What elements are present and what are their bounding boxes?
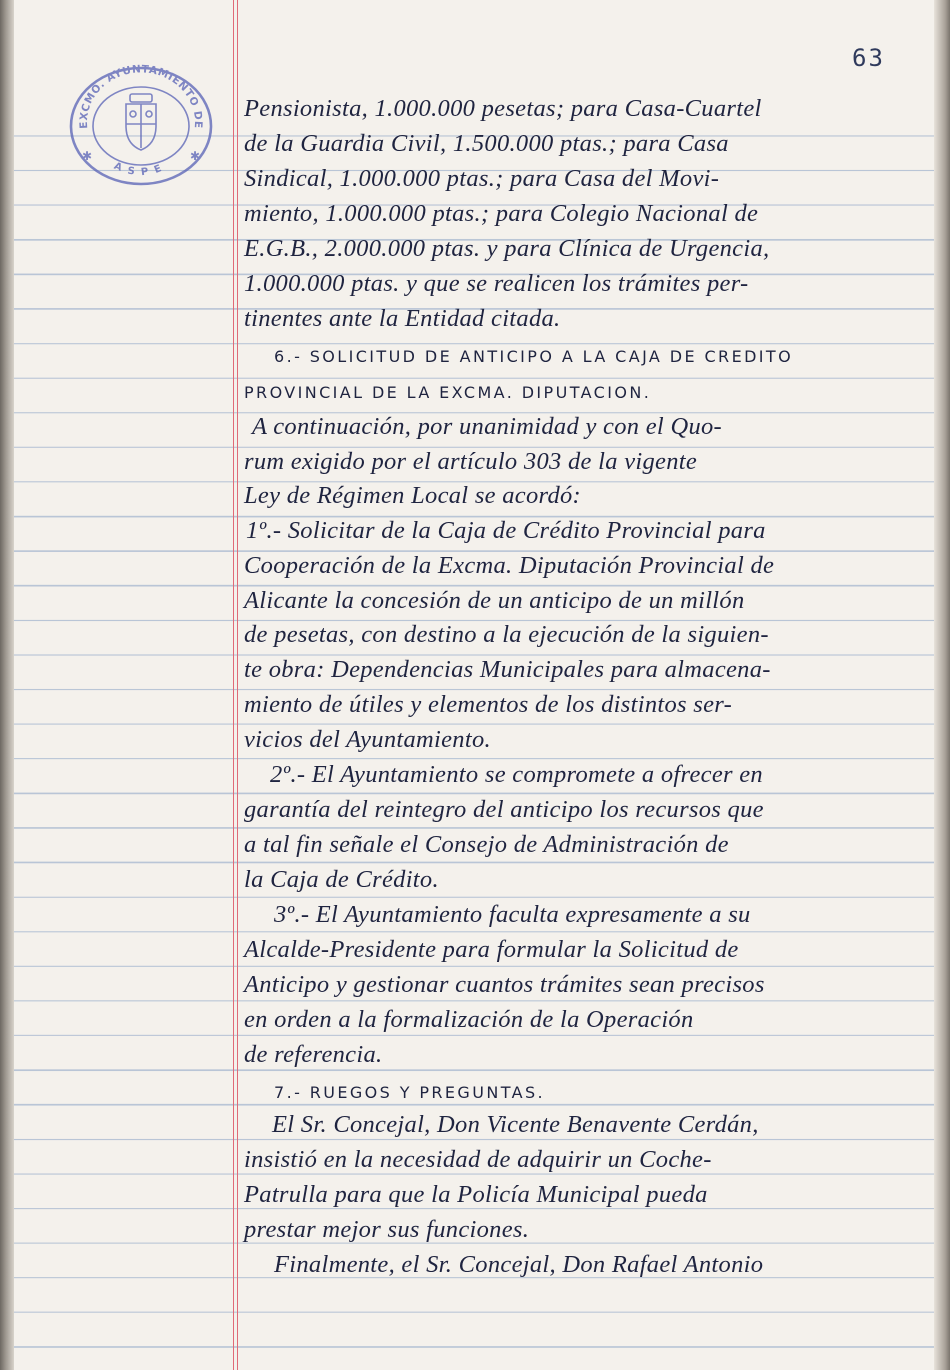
text-line: miento, 1.000.000 ptas.; para Colegio Nacional de	[244, 200, 759, 227]
coat-of-arms-icon	[126, 94, 156, 150]
text-line: insistió en la necesidad de adquirir un Coche-	[244, 1146, 712, 1173]
section-heading: 6.- SOLICITUD DE ANTICIPO A LA CAJA DE CREDITO	[274, 347, 794, 366]
page-number: 63	[852, 44, 885, 72]
text-line: tinentes ante la Entidad citada.	[244, 305, 561, 332]
page-binding-edge	[0, 0, 14, 1370]
text-line: vicios del Ayuntamiento.	[244, 726, 491, 753]
text-line: rum exigido por el artículo 303 de la vigente	[244, 448, 698, 475]
text-line: Patrulla para que la Policía Municipal pueda	[244, 1181, 708, 1208]
text-line: Ley de Régimen Local se acordó:	[244, 482, 582, 509]
text-line: 1º.- Solicitar de la Caja de Crédito Provincial para	[246, 517, 766, 544]
text-line: Alicante la concesión de un anticipo de un millón	[244, 587, 745, 614]
text-line: Sindical, 1.000.000 ptas.; para Casa del Movi-	[244, 165, 720, 192]
text-line: 2º.- El Ayuntamiento se compromete a ofrecer en	[270, 761, 763, 788]
svg-text:EXCMO. AYUNTAMIENTO DE: EXCMO. AYUNTAMIENTO DE	[77, 64, 205, 130]
text-line: A continuación, por unanimidad y con el Quo-	[252, 413, 723, 440]
text-line: Alcalde-Presidente para formular la Solicitud de	[244, 936, 739, 963]
margin-rule	[237, 0, 238, 1370]
text-line: miento de útiles y elementos de los distintos ser-	[244, 691, 733, 718]
text-line: Pensionista, 1.000.000 pesetas; para Casa-Cuartel	[244, 95, 762, 122]
text-line: El Sr. Concejal, Don Vicente Benavente Cerdán,	[272, 1111, 759, 1138]
text-line: la Caja de Crédito.	[244, 866, 439, 893]
svg-text:ASPE: ASPE	[112, 160, 170, 179]
text-line: 3º.- El Ayuntamiento faculta expresamente a su	[274, 901, 751, 928]
text-line: a tal fin señale el Consejo de Administración de	[244, 831, 729, 858]
text-line: E.G.B., 2.000.000 ptas. y para Clínica de Urgencia,	[244, 235, 770, 262]
margin-rule	[233, 0, 234, 1370]
text-line: 1.000.000 ptas. y que se realicen los trámites per-	[244, 270, 749, 297]
page-outer-edge	[934, 0, 950, 1370]
section-heading: PROVINCIAL DE LA EXCMA. DIPUTACION.	[244, 383, 652, 402]
svg-text:✱: ✱	[82, 149, 93, 163]
text-line: de la Guardia Civil, 1.500.000 ptas.; para Casa	[244, 130, 729, 157]
text-line: te obra: Dependencias Municipales para almacena-	[244, 656, 771, 683]
municipal-seal-stamp	[66, 64, 216, 189]
text-line: Anticipo y gestionar cuantos trámites sean precisos	[244, 971, 765, 998]
text-line: garantía del reintegro del anticipo los recursos que	[244, 796, 764, 823]
text-line: prestar mejor sus funciones.	[244, 1216, 530, 1243]
text-line: en orden a la formalización de la Operación	[244, 1006, 694, 1033]
text-line: Finalmente, el Sr. Concejal, Don Rafael Antonio	[274, 1251, 764, 1278]
text-line: de pesetas, con destino a la ejecución de la siguien-	[244, 621, 769, 648]
text-line: de referencia.	[244, 1041, 383, 1068]
text-line: Cooperación de la Excma. Diputación Provincial de	[244, 552, 775, 579]
section-heading: 7.- RUEGOS Y PREGUNTAS.	[274, 1083, 546, 1102]
svg-text:✱: ✱	[190, 149, 201, 163]
